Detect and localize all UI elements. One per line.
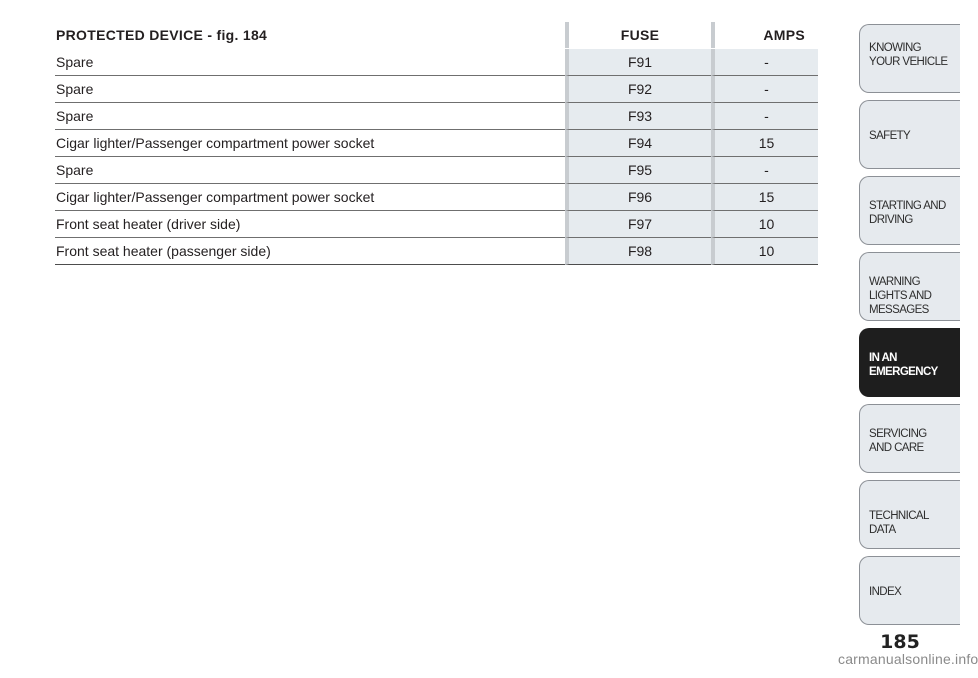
table-row [55,76,818,103]
fuse-cell: F91 [565,49,711,76]
amps-cell: 10 [711,238,818,265]
device-cell: Cigar lighter/Passenger compartment power socket [55,184,565,211]
header-amps: AMPS [711,22,818,48]
tab-label: WARNING LIGHTS AND MESSAGES [869,276,932,316]
device-cell: Cigar lighter/Passenger compartment power socket [55,130,565,157]
amps-cell: 10 [711,211,818,238]
device-cell: Spare [55,49,565,76]
table-row [55,238,818,265]
tab-technical-data[interactable] [859,480,960,549]
fuse-cell: F95 [565,157,711,184]
fuse-cell: F98 [565,238,711,265]
fuse-cell: F93 [565,103,711,130]
tab-label: SAFETY [869,130,911,142]
tab-label: KNOWING YOUR VEHICLE [869,42,948,68]
tab-in-an-emergency[interactable] [859,328,960,397]
tab-label: IN AN EMERGENCY [869,352,938,378]
tab-warning-lights-and-messages[interactable] [859,252,960,321]
tab-index[interactable] [859,556,960,625]
chapter-tabs [859,24,960,632]
amps-cell: - [711,76,818,103]
header-protected-device: PROTECTED DEVICE - fig. 184 [56,27,268,43]
header-fuse: FUSE [565,22,711,48]
tab-knowing-your-vehicle[interactable] [859,24,960,93]
table-row [55,157,818,184]
tab-label: TECHNICAL DATA [869,510,929,536]
amps-cell: 15 [711,184,818,211]
tab-safety[interactable] [859,100,960,169]
fuse-cell: F97 [565,211,711,238]
fuse-cell: F94 [565,130,711,157]
amps-cell: - [711,103,818,130]
fuse-table [55,22,818,265]
amps-cell: - [711,49,818,76]
table-row [55,211,818,238]
device-cell: Spare [55,103,565,130]
tab-label: INDEX [869,586,902,598]
device-cell: Front seat heater (passenger side) [55,238,565,265]
watermark: carmanualsonline.info [838,651,978,667]
page-number: 185 [880,631,920,653]
table-row [55,49,818,76]
device-cell: Front seat heater (driver side) [55,211,565,238]
tab-label: SERVICING AND CARE [869,428,927,454]
table-header-row [55,22,818,49]
amps-cell: 15 [711,130,818,157]
tab-servicing-and-care[interactable] [859,404,960,473]
table-row [55,103,818,130]
fuse-cell: F92 [565,76,711,103]
amps-cell: - [711,157,818,184]
table-row [55,184,818,211]
table-row [55,130,818,157]
tab-label: STARTING AND DRIVING [869,200,946,226]
tab-starting-and-driving[interactable] [859,176,960,245]
device-cell: Spare [55,76,565,103]
device-cell: Spare [55,157,565,184]
fuse-cell: F96 [565,184,711,211]
